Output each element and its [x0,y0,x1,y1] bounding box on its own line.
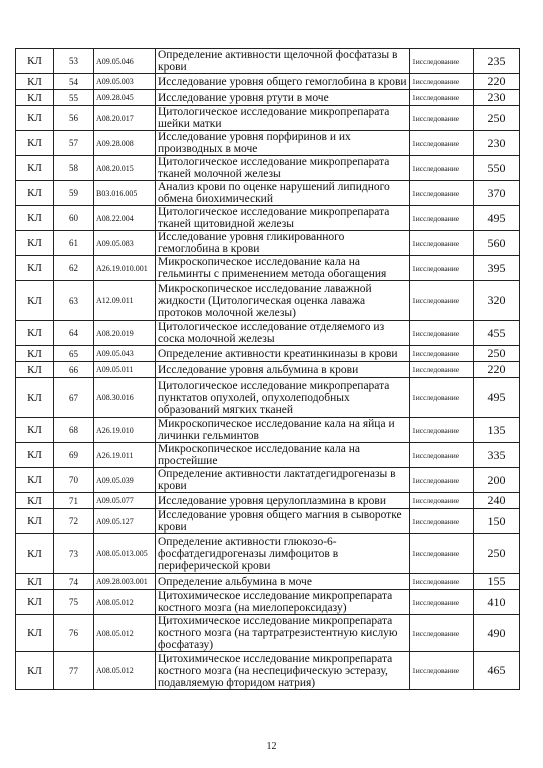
number-cell: 75 [54,590,94,615]
dept-cell: КЛ [16,468,54,493]
dept-cell: КЛ [16,206,54,231]
table-row [16,181,520,206]
price-cell: 370 [474,181,520,206]
unit-cell: 1исследование [410,49,474,74]
price-cell: 235 [474,49,520,74]
table-row [16,156,520,181]
number-cell: 60 [54,206,94,231]
service-code-cell: B03.016.005 [94,181,156,206]
price-cell: 320 [474,281,520,321]
table-row [16,509,520,534]
number-cell: 56 [54,106,94,131]
table-row [16,346,520,362]
service-name-cell: Микроскопическое исследование кала на гельминты с применением метода обогащения [156,256,410,281]
price-cell: 135 [474,418,520,443]
service-name-cell: Анализ крови по оценке нарушений липидного обмена биохимический [156,181,410,206]
service-code-cell: A09.28.045 [94,90,156,106]
price-cell: 250 [474,534,520,574]
number-cell: 76 [54,615,94,652]
unit-cell: 1исследование [410,256,474,281]
unit-cell: 1исследование [410,346,474,362]
service-code-cell: A08.05.012 [94,652,156,690]
table-row [16,74,520,90]
service-name-cell: Исследование уровня гликированного гемоглобина в крови [156,231,410,256]
number-cell: 63 [54,281,94,321]
service-code-cell: A08.20.019 [94,321,156,346]
table-row [16,321,520,346]
price-cell: 150 [474,509,520,534]
dept-cell: КЛ [16,509,54,534]
service-name-cell: Исследование уровня общего магния в сыворотке крови [156,509,410,534]
unit-cell: 1исследование [410,156,474,181]
service-code-cell: A09.05.039 [94,468,156,493]
table-row [16,574,520,590]
table-row [16,231,520,256]
dept-cell: КЛ [16,615,54,652]
unit-cell: 1исследование [410,181,474,206]
service-name-cell: Определение активности лактатдегидрогеназы в крови [156,468,410,493]
dept-cell: КЛ [16,346,54,362]
service-name-cell: Цитологическое исследование микропрепарата тканей щитовидной железы [156,206,410,231]
dept-cell: КЛ [16,231,54,256]
unit-cell: 1исследование [410,590,474,615]
service-name-cell: Цитохимическое исследование микропрепарата костного мозга (на неспецифическую эстеразу, подавляемую фторидом натрия) [156,652,410,690]
dept-cell: КЛ [16,418,54,443]
service-name-cell: Определение активности креатинкиназы в крови [156,346,410,362]
service-code-cell: A08.20.015 [94,156,156,181]
service-code-cell: A09.28.008 [94,131,156,156]
unit-cell: 1исследование [410,534,474,574]
number-cell: 57 [54,131,94,156]
price-cell: 250 [474,106,520,131]
unit-cell: 1исследование [410,231,474,256]
price-cell: 200 [474,468,520,493]
service-code-cell: A09.05.011 [94,362,156,378]
service-code-cell: A08.05.012 [94,615,156,652]
number-cell: 58 [54,156,94,181]
number-cell: 59 [54,181,94,206]
unit-cell: 1исследование [410,362,474,378]
dept-cell: КЛ [16,534,54,574]
price-cell: 230 [474,131,520,156]
unit-cell: 1исследование [410,90,474,106]
unit-cell: 1исследование [410,652,474,690]
price-cell: 250 [474,346,520,362]
number-cell: 66 [54,362,94,378]
service-code-cell: A26.19.010 [94,418,156,443]
number-cell: 55 [54,90,94,106]
unit-cell: 1исследование [410,493,474,509]
service-name-cell: Исследование уровня порфиринов и их производных в моче [156,131,410,156]
service-code-cell: A09.05.083 [94,231,156,256]
price-cell: 465 [474,652,520,690]
dept-cell: КЛ [16,49,54,74]
table-row [16,378,520,418]
unit-cell: 1исследование [410,378,474,418]
service-code-cell: A08.05.013.005 [94,534,156,574]
page-number: 12 [266,741,277,752]
service-name-cell: Цитологическое исследование отделяемого из соска молочной железы [156,321,410,346]
service-name-cell: Цитологическое исследование микропрепарата тканей молочной железы [156,156,410,181]
price-cell: 220 [474,362,520,378]
dept-cell: КЛ [16,652,54,690]
number-cell: 70 [54,468,94,493]
service-code-cell: A09.05.127 [94,509,156,534]
unit-cell: 1исследование [410,574,474,590]
number-cell: 73 [54,534,94,574]
table-row [16,281,520,321]
price-cell: 155 [474,574,520,590]
service-name-cell: Исследование уровня ртути в моче [156,90,410,106]
number-cell: 68 [54,418,94,443]
table-row [16,615,520,652]
number-cell: 74 [54,574,94,590]
price-cell: 560 [474,231,520,256]
dept-cell: КЛ [16,181,54,206]
number-cell: 72 [54,509,94,534]
unit-cell: 1исследование [410,206,474,231]
table-row [16,468,520,493]
price-cell: 495 [474,378,520,418]
dept-cell: КЛ [16,74,54,90]
service-code-cell: A26.19.010.001 [94,256,156,281]
dept-cell: КЛ [16,362,54,378]
table-row [16,362,520,378]
number-cell: 62 [54,256,94,281]
price-cell: 410 [474,590,520,615]
price-cell: 455 [474,321,520,346]
table-row [16,493,520,509]
unit-cell: 1исследование [410,74,474,90]
service-name-cell: Микроскопическое исследование лаважной жидкости (Цитологическая оценка лаважа протоков молочной железы) [156,281,410,321]
price-cell: 220 [474,74,520,90]
service-code-cell: A08.20.017 [94,106,156,131]
price-cell: 495 [474,206,520,231]
service-code-cell: A08.22.004 [94,206,156,231]
table-body [16,49,520,690]
service-name-cell: Определение активности щелочной фосфатазы в крови [156,49,410,74]
number-cell: 64 [54,321,94,346]
service-name-cell: Микроскопическое исследование кала на простейшие [156,443,410,468]
number-cell: 69 [54,443,94,468]
dept-cell: КЛ [16,378,54,418]
table-row [16,206,520,231]
service-code-cell: A08.05.012 [94,590,156,615]
service-name-cell: Микроскопическое исследование кала на яйца и личинки гельминтов [156,418,410,443]
price-cell: 490 [474,615,520,652]
service-name-cell: Исследование уровня общего гемоглобина в крови [156,74,410,90]
unit-cell: 1исследование [410,281,474,321]
service-name-cell: Исследование уровня альбумина в крови [156,362,410,378]
services-price-table [15,48,520,690]
dept-cell: КЛ [16,281,54,321]
unit-cell: 1исследование [410,443,474,468]
dept-cell: КЛ [16,493,54,509]
service-name-cell: Цитологическое исследование микропрепарата шейки матки [156,106,410,131]
number-cell: 77 [54,652,94,690]
price-cell: 550 [474,156,520,181]
table-row [16,418,520,443]
table-row [16,534,520,574]
service-code-cell: A09.28.003.001 [94,574,156,590]
table-row [16,49,520,74]
price-cell: 395 [474,256,520,281]
price-cell: 240 [474,493,520,509]
service-name-cell: Определение альбумина в моче [156,574,410,590]
service-name-cell: Цитологическое исследование микропрепарата пунктатов опухолей, опухолеподобных образований мягких тканей [156,378,410,418]
table-row [16,106,520,131]
dept-cell: КЛ [16,590,54,615]
price-cell: 335 [474,443,520,468]
service-name-cell: Цитохимическое исследование микропрепарата костного мозга (на миелопероксидазу) [156,590,410,615]
number-cell: 65 [54,346,94,362]
number-cell: 54 [54,74,94,90]
number-cell: 61 [54,231,94,256]
number-cell: 71 [54,493,94,509]
dept-cell: КЛ [16,256,54,281]
unit-cell: 1исследование [410,106,474,131]
service-code-cell: A26.19.011 [94,443,156,468]
unit-cell: 1исследование [410,509,474,534]
table-row [16,131,520,156]
service-name-cell: Исследование уровня церулоплазмина в крови [156,493,410,509]
service-code-cell: A08.30.016 [94,378,156,418]
service-code-cell: A12.09.011 [94,281,156,321]
service-name-cell: Цитохимическое исследование микропрепарата костного мозга (на тартратрезистентную кислую фосфатазу) [156,615,410,652]
number-cell: 67 [54,378,94,418]
unit-cell: 1исследование [410,468,474,493]
table-row [16,590,520,615]
service-name-cell: Определение активности глюкозо-6-фосфатдегидрогеназы лимфоцитов в периферической крови [156,534,410,574]
unit-cell: 1исследование [410,321,474,346]
unit-cell: 1исследование [410,131,474,156]
dept-cell: КЛ [16,90,54,106]
service-code-cell: A09.05.046 [94,49,156,74]
service-code-cell: A09.05.043 [94,346,156,362]
unit-cell: 1исследование [410,418,474,443]
table-row [16,90,520,106]
dept-cell: КЛ [16,574,54,590]
dept-cell: КЛ [16,156,54,181]
dept-cell: КЛ [16,106,54,131]
table-row [16,443,520,468]
number-cell: 53 [54,49,94,74]
table-row [16,256,520,281]
dept-cell: КЛ [16,321,54,346]
dept-cell: КЛ [16,131,54,156]
dept-cell: КЛ [16,443,54,468]
unit-cell: 1исследование [410,615,474,652]
service-code-cell: A09.05.077 [94,493,156,509]
service-code-cell: A09.05.003 [94,74,156,90]
price-cell: 230 [474,90,520,106]
table-row [16,652,520,690]
